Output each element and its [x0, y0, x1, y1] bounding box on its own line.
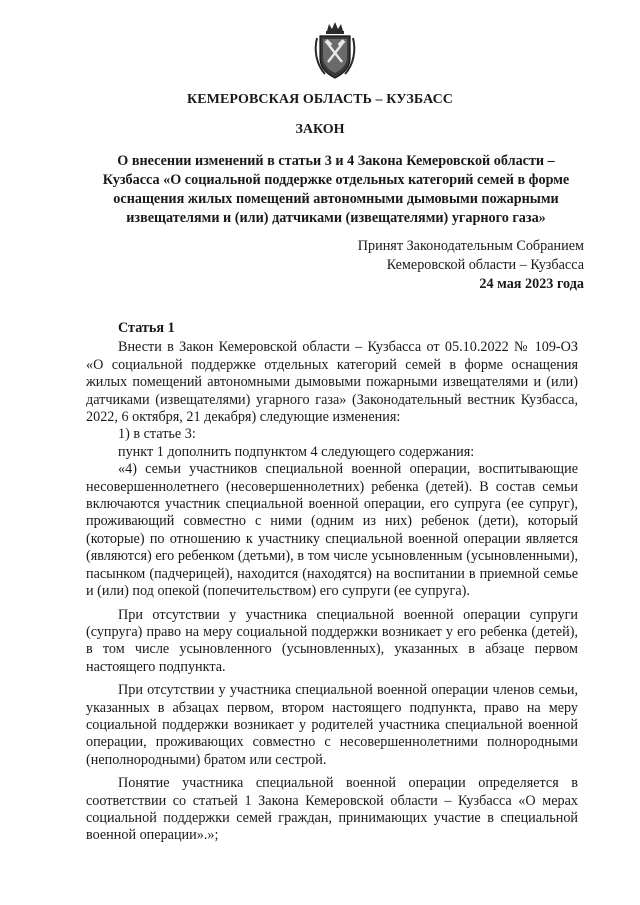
paragraph: При отсутствии у участника специальной военной операции членов семьи, указанных в абзацах первом, втором настоящего подпункта, право на меру социальной поддержки возникает у родителей участника специальной военной операции, проживающих совместно с несовершеннолетними полнородными (неполнородными) братом или сестрой.: [86, 682, 578, 768]
document-title: О внесении изменений в статьи 3 и 4 Закона Кемеровской области – Кузбасса «О социальной поддержке отдельных категорий семей в форме оснащения жилых помещений автономными дымовыми пожарными извещателями и (или) датчиками (извещателями) угарного газа»: [102, 153, 570, 226]
kuzbass-coat-of-arms-icon: [313, 22, 357, 80]
adoption-line-1: Принят Законодательным Собранием: [357, 238, 584, 254]
paragraph: пункт 1 дополнить подпунктом 4 следующего содержания:: [118, 443, 475, 460]
paragraph: Внести в Закон Кемеровской области – Кузбасса от 05.10.2022 № 109-ОЗ «О социальной поддержке отдельных категорий семей в форме оснащения жилых помещений автономными дымовыми пожарными извещателями и (или) датчиками (извещателями) угарного газа» (Законодательный вестник Кузбасса, 2022, 6 октября, 21 декабря) следующие изменения:: [86, 339, 578, 426]
adoption-line-2: Кемеровской области – Кузбасса: [386, 257, 584, 273]
region-name: КЕМЕРОВСКАЯ ОБЛАСТЬ – КУЗБАСС: [186, 92, 454, 107]
article-heading: Статья 1: [118, 320, 175, 336]
adoption-date: 24 мая 2023 года: [479, 276, 584, 292]
paragraph: Понятие участника специальной военной операции определяется в соответствии со статьей 1 Закона Кемеровской области – Кузбасса «О мерах социальной поддержки семей граждан, принимающих участие в специальной военной операции».»;: [86, 775, 578, 844]
adoption-block: [358, 237, 584, 294]
paragraph: 1) в статье 3:: [118, 426, 196, 443]
document-type: ЗАКОН: [295, 122, 345, 137]
article-body: [86, 320, 578, 845]
paragraph: «4) семьи участников специальной военной операции, воспитывающие несовершеннолетнего (несовершеннолетних) ребенка (детей). В состав семьи включаются участник специальной военной операции, его супруга (ее супруг), проживающий совместно с ними (одним из них) ребенок (дети), который (которые) по отношению к участнику специальной военной операции является (являются) его ребенком (детьми), в том числе усыновленным (усыновленными), пасынком (падчерицей), находится (находятся) на воспитании в приемной семье и (или) под опекой (попечительством) его супруги (ее супруга).: [86, 461, 578, 600]
paragraph: При отсутствии у участника специальной военной операции супруги (супруга) право на меру социальной поддержки возникает у его ребенка (детей), в том числе усыновленного (усыновленных), указанных в абзаце первом настоящего подпункта.: [86, 606, 578, 675]
